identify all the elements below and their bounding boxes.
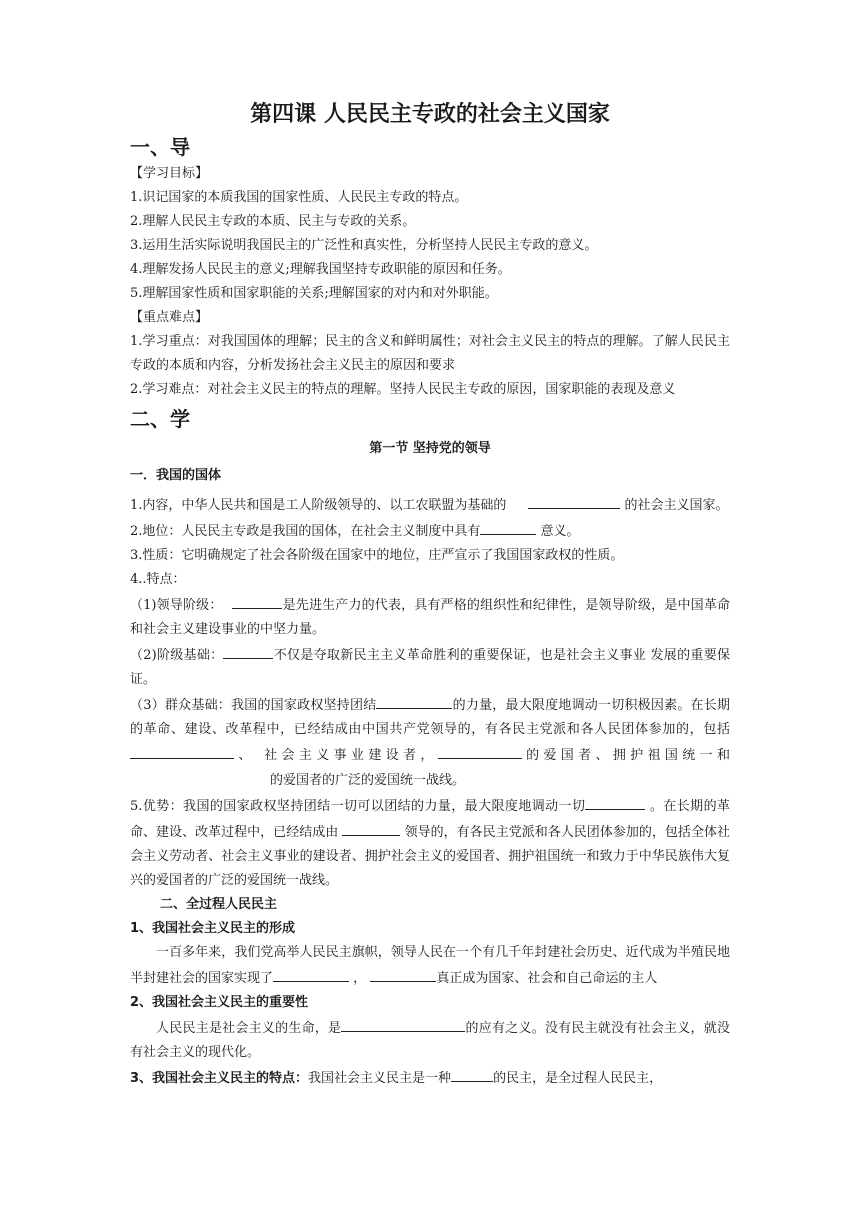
fill-blank[interactable]: [232, 592, 282, 609]
fill-blank[interactable]: [341, 1015, 465, 1032]
text-segment: ，: [353, 971, 367, 986]
section-heading-learn: 二、学: [130, 407, 190, 431]
paragraph-features: 4..特点：: [130, 572, 186, 587]
text-segment: 、 社会主义事业建设者，: [234, 748, 438, 763]
fill-blank[interactable]: [585, 793, 645, 810]
paragraph-importance: [130, 1015, 730, 1065]
feature-leading-class: [130, 592, 730, 642]
fill-blank[interactable]: [342, 819, 400, 836]
goal-item: 1.识记国家的本质我国的国家性质、人民民主专政的特点。: [130, 190, 468, 205]
page-title: 第四课 人民民主专政的社会主义国家: [250, 102, 610, 127]
fill-blank[interactable]: [130, 768, 270, 784]
text-segment: 领导的，有各民主党派和各人民团体参加的，包括全体社会主义劳动者、社会主义事业的建设者、拥护社会主义的爱国者、拥护祖国统一和致力于中华民族伟大复兴的爱国者的广泛的爱国统一战线。: [130, 825, 730, 888]
paragraph-content: [130, 492, 730, 518]
goal-item: 2.理解人民民主专政的本质、民主与专政的关系。: [130, 214, 416, 229]
difficult-point-item: 2.学习难点：对社会主义民主的特点的理解。坚持人民民主专政的原因，国家职能的表现及意义: [130, 382, 676, 397]
text-segment: 的民主，是全过程人民民主，: [493, 1071, 663, 1086]
text-segment: （2)阶级基础：: [130, 648, 224, 663]
text-segment: 人民民主是社会主义的生命，是: [156, 1021, 342, 1036]
text-segment: 5.优势：我国的国家政权坚持团结一切可以团结的力量，最大限度地调动一切: [130, 799, 586, 814]
goal-item: 4.理解发扬人民民主的意义;理解我国坚持专政职能的原因和任务。: [130, 262, 511, 277]
heading-characteristics: 3、我国社会主义民主的特点：: [130, 1071, 309, 1086]
text-segment: 意义。: [540, 524, 580, 539]
text-segment: 的爱国者、拥护祖国统一和: [521, 748, 730, 763]
paragraph-nature: 3.性质：它明确规定了社会各阶级在国家中的地位，庄严宣示了我国国家政权的性质。: [130, 548, 624, 563]
text-segment: 的爱国者的广泛的爱国统一战线。: [270, 773, 466, 788]
paragraph-status: [130, 518, 730, 544]
fill-blank[interactable]: [273, 965, 349, 982]
fill-blank[interactable]: [480, 518, 536, 535]
section-heading-guide: 一、导: [130, 135, 190, 159]
text-segment: （1)领导阶级：: [130, 598, 223, 613]
text-segment: 我国社会主义民主是一种: [308, 1071, 452, 1086]
fill-blank[interactable]: [130, 742, 234, 759]
feature-mass-basis: [130, 692, 730, 793]
key-point-item: 1.学习重点：对我国国体的理解；民主的含义和鲜明属性；对社会主义民主的特点的理解。了解人民民主专政的本质和内容，分析发扬社会主义民主的原因和要求: [130, 334, 730, 373]
goal-item: 3.运用生活实际说明我国民主的广泛性和真实性，分析坚持人民民主专政的意义。: [130, 238, 598, 253]
lesson-heading: 第一节 坚持党的领导: [369, 441, 491, 456]
text-segment: 的应有之义。没有民主就没有社会主义，就没有社会主义的现代化。: [130, 1021, 730, 1060]
text-segment: 不仅是夺取新民主主义革命胜利的重要保证，也是社会主义事业 发展的重要保证。: [130, 648, 730, 687]
goal-item: 5.理解国家性质和国家职能的关系;理解国家的对内和对外职能。: [130, 286, 498, 301]
text-segment: 一百多年来，我们党高举人民民主旗帜，领导人民在一个有几千年封建社会历史、近代成为半殖民地半封建社会的国家实现了: [130, 945, 730, 986]
paragraph-formation: [130, 941, 730, 991]
feature-class-basis: [130, 642, 730, 692]
heading-formation: 1、我国社会主义民主的形成: [130, 921, 296, 936]
text-segment: （3）群众基础：我国的国家政权坚持团结: [130, 698, 377, 713]
document-page: [130, 100, 730, 1091]
fill-blank[interactable]: [376, 692, 452, 709]
text-segment: 2.地位：人民民主专政是我国的国体，在社会主义制度中具有: [130, 524, 481, 539]
fill-blank[interactable]: [370, 965, 436, 982]
goals-heading: 【学习目标】: [130, 166, 209, 181]
text-segment: 的力量，最大限度地调动一切积极因素。在长期的革命、建设、改革程中，已经结成由中国共产党领导的，有各民主党派和各人民团体参加的，包括: [130, 698, 730, 737]
text-segment: 是先进生产力的代表，具有严格的组织性和纪律性，是领导阶级，是中国革命和社会主义建设事业的中坚力量。: [130, 598, 730, 637]
subheading-whole-process-democracy: 二、全过程人民民主: [160, 897, 278, 912]
fill-blank[interactable]: [223, 642, 273, 659]
fill-blank[interactable]: [528, 492, 620, 509]
paragraph-advantage: [130, 793, 730, 893]
text-segment: 的社会主义国家。: [624, 498, 729, 513]
fill-blank[interactable]: [451, 1065, 493, 1082]
text-segment: 真正成为国家、社会和自己命运的主人: [436, 971, 658, 986]
text-segment: 。在长期的革命、建设、改革过程中，已经结成由: [130, 799, 730, 840]
heading-importance: 2、我国社会主义民主的重要性: [130, 995, 309, 1010]
fill-blank[interactable]: [438, 742, 522, 759]
key-points-heading: 【重点难点】: [130, 310, 209, 325]
subheading-state-system: 一．我国的国体: [130, 468, 222, 483]
paragraph-characteristics: [130, 1065, 730, 1091]
text-segment: 1.内容，中华人民共和国是工人阶级领导的、以工农联盟为基础的: [130, 498, 507, 513]
